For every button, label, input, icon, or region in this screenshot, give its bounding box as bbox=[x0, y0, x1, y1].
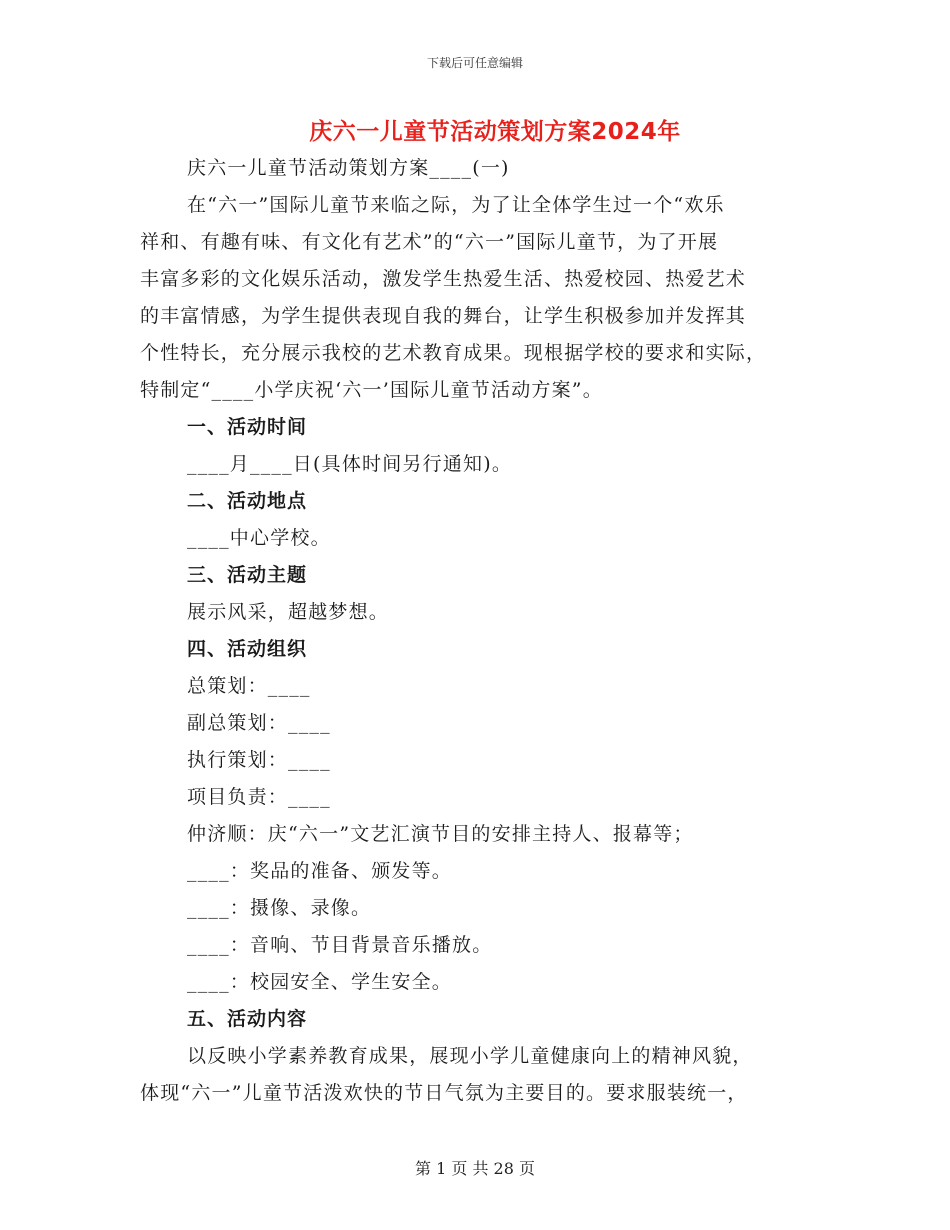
body-line: 祥和、有趣有味、有文化有艺术”的“六一”国际儿童节，为了开展 bbox=[140, 231, 719, 253]
body-line: 个性特长，充分展示我校的艺术教育成果。现根据学校的要求和实际， bbox=[140, 342, 767, 364]
body-line: 的丰富情感，为学生提供表现自我的舞台，让学生积极参加并发挥其 bbox=[140, 305, 747, 327]
header-note: 下载后可任意编辑 bbox=[426, 56, 523, 70]
section-heading: 三、活动主题 bbox=[187, 564, 308, 586]
body-line: 总策划：____ bbox=[187, 675, 311, 697]
body-line: ____：校园安全、学生安全。 bbox=[187, 971, 453, 993]
body-line: ____：摄像、录像。 bbox=[187, 897, 372, 919]
section-heading: 二、活动地点 bbox=[187, 490, 308, 512]
body-line: ____：音响、节目背景音乐播放。 bbox=[187, 934, 493, 956]
body-line: 展示风采，超越梦想。 bbox=[187, 601, 390, 623]
body-line: 体现“六一”儿童节活泼欢快的节日气氛为主要目的。要求服装统一， bbox=[140, 1082, 748, 1104]
document-title: 庆六一儿童节活动策划方案2024年 bbox=[309, 119, 681, 145]
document-body bbox=[140, 150, 810, 1112]
body-line: 以反映小学素养教育成果，展现小学儿童健康向上的精神风貌， bbox=[187, 1045, 753, 1067]
body-line: 副总策划：____ bbox=[187, 712, 331, 734]
body-line: ____月____日(具体时间另行通知)。 bbox=[187, 453, 513, 475]
body-line: 执行策划：____ bbox=[187, 749, 331, 771]
section-heading: 四、活动组织 bbox=[187, 638, 308, 660]
body-line: ____中心学校。 bbox=[187, 527, 331, 549]
body-line: 庆六一儿童节活动策划方案____(一) bbox=[187, 157, 510, 179]
section-heading: 五、活动内容 bbox=[187, 1008, 308, 1030]
section-heading: 一、活动时间 bbox=[187, 416, 308, 438]
body-line: 在“六一”国际儿童节来临之际，为了让全体学生过一个“欢乐 bbox=[187, 194, 725, 216]
body-line: 丰富多彩的文化娱乐活动，激发学生热爱生活、热爱校园、热爱艺术 bbox=[140, 268, 747, 290]
body-line: ____：奖品的准备、颁发等。 bbox=[187, 860, 453, 882]
body-line: 特制定“____小学庆祝‘六一’国际儿童节活动方案”。 bbox=[140, 379, 603, 401]
page-footer: 第 1 页 共 28 页 bbox=[415, 1159, 535, 1178]
body-line: 仲济顺：庆“六一”文艺汇演节目的安排主持人、报幕等； bbox=[187, 823, 694, 845]
body-line: 项目负责：____ bbox=[187, 786, 331, 808]
